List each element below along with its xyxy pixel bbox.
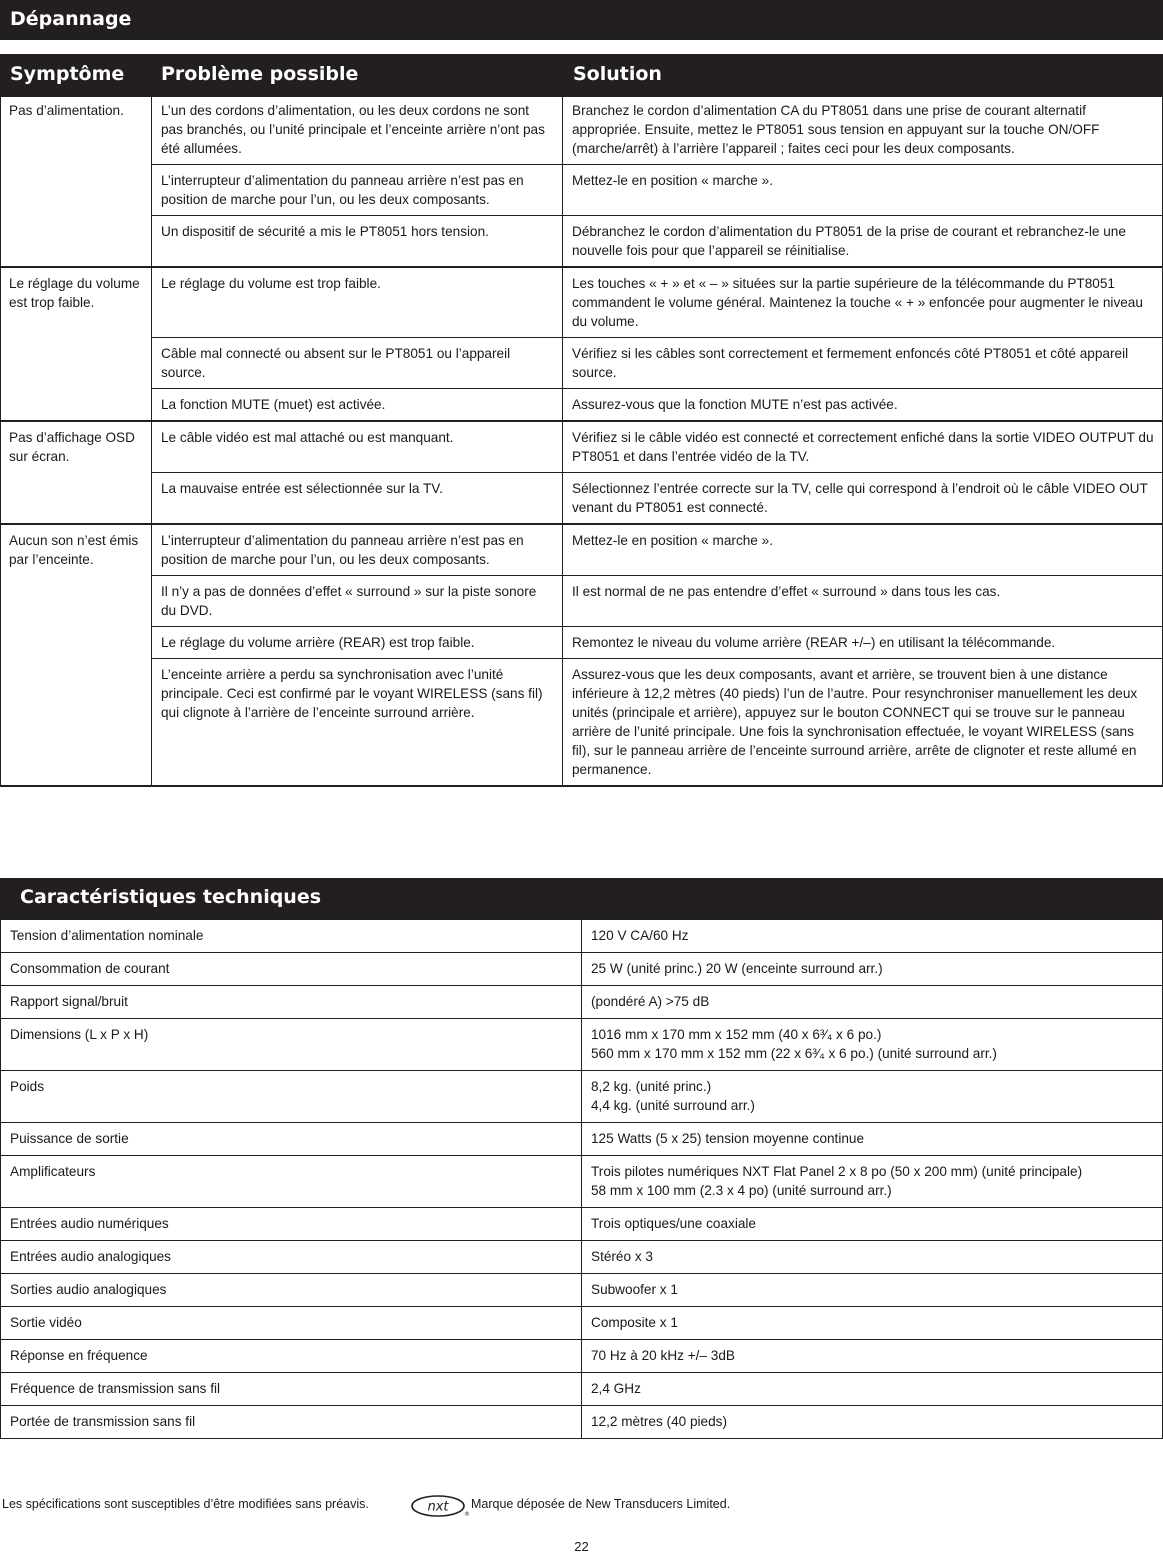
spec-label: Sortie vidéo [1, 1307, 582, 1339]
symptom-cell: Aucun son n’est émis par l’enceinte. [1, 525, 152, 785]
specs-title: Caractéristiques techniques [0, 878, 1163, 920]
troubleshooting-body [0, 95, 1163, 787]
spec-label: Fréquence de transmission sans fil [1, 1373, 582, 1405]
solution-cell: Vérifiez si les câbles sont correctement et fermement enfoncés côté PT8051 et côté appareil source. [572, 346, 1129, 380]
table-row [1, 1123, 1162, 1156]
table-row [1, 1340, 1162, 1373]
table-row [1, 1019, 1162, 1071]
symptom-group [1, 95, 1162, 268]
problem-cell: Le réglage du volume est trop faible. [152, 268, 563, 337]
column-header-solution: Solution [573, 63, 662, 85]
trademark-note: Marque déposée de New Transducers Limited. [471, 1497, 731, 1511]
table-row [1, 1071, 1162, 1123]
spec-value: 125 Watts (5 x 25) tension moyenne continue [591, 1131, 865, 1146]
spec-label: Dimensions (L x P x H) [1, 1019, 582, 1070]
spec-label: Consommation de courant [1, 953, 582, 985]
spec-label: Entrées audio analogiques [1, 1241, 582, 1273]
problem-cell: Un dispositif de sécurité a mis le PT8051 hors tension. [152, 216, 563, 266]
table-row [1, 1208, 1162, 1241]
page-number: 22 [574, 1539, 589, 1554]
table-row [152, 215, 1162, 266]
spec-label: Amplificateurs [1, 1156, 582, 1207]
table-row [152, 337, 1162, 388]
problem-cell: L’enceinte arrière a perdu sa synchronisation avec l’unité principale. Ceci est confirmé par le voyant WIRELESS (sans fil) qui clignote à l’arrière de l’enceinte surround arrière. [152, 659, 563, 785]
problem-cell: Le câble vidéo est mal attaché ou est manquant. [152, 422, 563, 472]
symptom-group [1, 268, 1162, 422]
specs-table [0, 920, 1163, 1439]
spec-value: 8,2 kg. (unité princ.) 4,4 kg. (unité surround arr.) [591, 1079, 755, 1113]
solution-cell: Remontez le niveau du volume arrière (REAR +/–) en utilisant la télécommande. [572, 635, 1056, 650]
spec-value: 1016 mm x 170 mm x 152 mm (40 x 6³⁄₄ x 6 po.) 560 mm x 170 mm x 152 mm (22 x 6³⁄₄ x 6 po.) (unité surround arr.) [591, 1027, 997, 1061]
symptom-cell: Le réglage du volume est trop faible. [1, 268, 152, 420]
table-row [152, 268, 1162, 337]
problem-cell: Câble mal connecté ou absent sur le PT8051 ou l’appareil source. [152, 338, 563, 388]
troubleshooting-header-row [0, 40, 1163, 97]
spec-value: (pondéré A) >75 dB [591, 994, 710, 1009]
column-header-symptom: Symptôme [10, 63, 125, 85]
troubleshooting-table [0, 40, 1163, 777]
solution-cell: Assurez-vous que les deux composants, avant et arrière, se trouvent bien à une distance inférieure à 12,2 mètres (40 pieds) l’un de l’autre. Pour resynchroniser manuellement les deux unités (principale et arrière), appuyez sur le bouton CONNECT qui se trouve sur le panneau arrière de l’unité principale. Une fois la synchronisation effectuée, le voyant WIRELESS (sans fil), sur le panneau arrière de l’enceinte surround arrière, arrête de clignoter et reste allumé en permanence. [572, 667, 1138, 777]
spec-label: Sorties audio analogiques [1, 1274, 582, 1306]
spec-value: 120 V CA/60 Hz [591, 928, 689, 943]
svg-text:®: ® [464, 1511, 470, 1518]
spec-value: 70 Hz à 20 kHz +/– 3dB [591, 1348, 735, 1363]
nxt-logo-icon [410, 1494, 470, 1518]
solution-cell: Assurez-vous que la fonction MUTE n’est pas activée. [572, 397, 898, 412]
symptom-cell: Pas d’affichage OSD sur écran. [1, 422, 152, 523]
table-row [1, 1373, 1162, 1406]
spec-label: Rapport signal/bruit [1, 986, 582, 1018]
table-row [152, 422, 1162, 472]
problem-cell: Le réglage du volume arrière (REAR) est trop faible. [152, 627, 563, 658]
spec-value: Subwoofer x 1 [591, 1282, 678, 1297]
spec-label: Puissance de sortie [1, 1123, 582, 1155]
table-row [152, 95, 1162, 164]
table-row [1, 1274, 1162, 1307]
table-row [1, 1307, 1162, 1340]
spec-value: Trois optiques/une coaxiale [591, 1216, 756, 1231]
spec-value: Stéréo x 3 [591, 1249, 653, 1264]
spec-label: Portée de transmission sans fil [1, 1406, 582, 1438]
spec-label: Tension d’alimentation nominale [1, 920, 582, 952]
symptom-cell: Pas d’alimentation. [1, 95, 152, 266]
solution-cell: Sélectionnez l’entrée correcte sur la TV, celle qui correspond à l’endroit où le câble VIDEO OUT venant du PT8051 est connecté. [572, 481, 1148, 515]
spec-value: 2,4 GHz [591, 1381, 641, 1396]
solution-cell: Mettez-le en position « marche ». [572, 173, 773, 188]
problem-cell: Il n’y a pas de données d’effet « surround » sur la piste sonore du DVD. [152, 576, 563, 626]
table-row [152, 472, 1162, 523]
problem-cell: L’interrupteur d’alimentation du panneau arrière n’est pas en position de marche pour l’un, ou les deux composants. [152, 165, 563, 215]
solution-cell: Mettez-le en position « marche ». [572, 533, 773, 548]
solution-cell: Il est normal de ne pas entendre d’effet « surround » dans tous les cas. [572, 584, 1001, 599]
table-row [152, 575, 1162, 626]
table-row [152, 388, 1162, 420]
problem-cell: L’un des cordons d’alimentation, ou les deux cordons ne sont pas branchés, ou l’unité principale et l’enceinte arrière n’ont pas été allumées. [152, 95, 563, 164]
spec-value: 12,2 mètres (40 pieds) [591, 1414, 728, 1429]
problem-cell: L’interrupteur d’alimentation du panneau arrière n’est pas en position de marche pour l’un, ou les deux composants. [152, 525, 563, 575]
symptom-group [1, 525, 1162, 787]
problem-cell: La fonction MUTE (muet) est activée. [152, 389, 563, 420]
table-row [152, 525, 1162, 575]
table-row [1, 920, 1162, 953]
spec-label: Entrées audio numériques [1, 1208, 582, 1240]
spec-value: 25 W (unité princ.) 20 W (enceinte surround arr.) [591, 961, 883, 976]
troubleshooting-title: Dépannage [0, 0, 1163, 40]
solution-cell: Branchez le cordon d’alimentation CA du PT8051 dans une prise de courant alternatif appropriée. Ensuite, mettez le PT8051 sous tension en appuyant sur la touche ON/OFF (marche/arrêt) à l’arrière l’appareil ; faites ceci pour les deux composants. [572, 103, 1100, 156]
table-row [1, 953, 1162, 986]
column-header-problem: Problème possible [161, 63, 359, 85]
spec-label: Réponse en fréquence [1, 1340, 582, 1372]
problem-cell: La mauvaise entrée est sélectionnée sur la TV. [152, 473, 563, 523]
table-row [152, 164, 1162, 215]
table-row [1, 1406, 1162, 1439]
table-row [1, 1156, 1162, 1208]
solution-cell: Vérifiez si le câble vidéo est connecté et correctement enfiché dans la sortie VIDEO OUTPUT du PT8051 et dans l’entrée vidéo de la TV. [572, 430, 1154, 464]
table-row [152, 658, 1162, 785]
table-row [1, 986, 1162, 1019]
spec-label: Poids [1, 1071, 582, 1122]
solution-cell: Les touches « + » et « – » situées sur la partie supérieure de la télécommande du PT8051 commandent le volume général. Maintenez la touche « + » enfoncée pour augmenter le niveau du volume. [572, 276, 1143, 329]
table-row [152, 626, 1162, 658]
footer-note: Les spécifications sont susceptibles d’être modifiées sans préavis. [2, 1497, 369, 1511]
solution-cell: Débranchez le cordon d’alimentation du PT8051 de la prise de courant et rebranchez-le une nouvelle fois pour que l’appareil se réinitialise. [572, 224, 1126, 258]
spec-value: Composite x 1 [591, 1315, 678, 1330]
symptom-group [1, 422, 1162, 525]
table-row [1, 1241, 1162, 1274]
nxt-logo-text: nxt [427, 1499, 449, 1515]
spec-value: Trois pilotes numériques NXT Flat Panel 2 x 8 po (50 x 200 mm) (unité principale) 58 mm x 100 mm (2.3 x 4 po) (unité surround arr.) [591, 1164, 1083, 1198]
